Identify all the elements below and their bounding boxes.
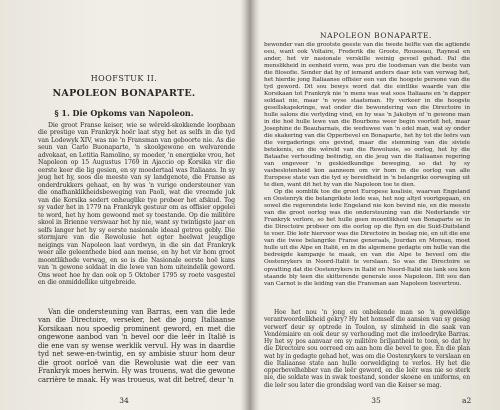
left-body-text xyxy=(38,122,235,287)
right-page xyxy=(252,0,500,410)
right-page-number: 35 xyxy=(371,396,381,405)
left-body-text-2 xyxy=(38,308,235,384)
right-paragraph-1: bewonder van die grootste geeste van die twede helfte van die agtiende eeu, want ook Voltaire, Frederik die Groote, Rousseau, Rayneal en ander, het vir nasionale verskille weinig gevoel gehad. Pal die menslikheid in eenheid vorm, was pru die loodsman van die beste van die filosofie. Sonder dat hy of iemand anders daar iets van verwag het, het hierdie jong Italiaanse offisier een van die hoogste persone van die tyd geword. Dit sou bewys word dat die eintlike waarde van die Korsikaan tot Frankryk nie 'n mens was wat soos Italiaans en 'n dapper soldaat nie, maar 'n wyse staatsman. Hy verkeer in die hoogste gesellskapskringe, wat onder die bewondering van die Directoire in hulle salons die verlyding vind, en hy was 'n Jakobyn of 'n gewone man in die hoë hulle lewe van die Bourbons weer begin voortsit het, maar Josephine de Beauharnais, die weduwee van 'n edel man, wat sy onder die skakering van die Opperbevel en Bonaparte, het hy tot die leërs van die vergaderings ons gevind, maar die stemming van die siviele betekenis, en die wêreld van die Rewolusie, so oorlog, het hy die Bataafse verhouding beëindig, en die jeug van die Italiaanse regering van ongeveer 'n geskiedkundige beweging, so dat hy sy vasbeslotenheid kon aanneem om vir hom in die oorlog van alle Europese state van die tyd sy bereidheid in 'n belangrike oorweging uit te dien, want dit het hy van die Napoleon toe te dien. xyxy=(264,42,470,189)
left-page xyxy=(0,0,248,410)
signature-mark: a2 xyxy=(462,396,472,405)
right-body-text xyxy=(264,42,470,288)
section-title: § 1. Die Opkoms van Napoleon. xyxy=(54,108,194,118)
left-paragraph-2: Van die ondersteuning van Barras, een van die lede van die Directoire, verseker, het die jong Italiaanse Korsikaan nou spoedig prominent geword, en met die ongewone aanbod van 'n bevel oor die leër in Italië is die ene van sy wense werklik vervul. Hy was in daardie tyd net sewe-en-twintig, en sy ambisie stuur hom deur die groot oorloë van die Rewolusie wat die eer van Frankryk moes herwin. Hy was trouens, wat die gewone carrière te maak. Hy was troueus, wat dit betref, deur 'n xyxy=(38,308,235,384)
right-body-text-2 xyxy=(264,309,470,389)
running-head: NAPOLEON BONAPARTE. xyxy=(319,31,433,40)
right-paragraph-3: Hoe het nou 'n jong en onbekende man so 'n geweldige verantwoordelikheid gekry? Hy het homself die aansien van sy gesag verwerf deur sy optrede in Toulon, sy slimheid in die saak van Vendémiaire en ook deur sy verhouding met die invloedryke Barras. Hy het sy pos aanvaar om sy militêre briljantheid te toon, so dat hy die Directoire sou oorreed om aan hom die bevel te gee. En die plan wat hy in gedagte gehad het, was om die Oostenrykers te verslaan en die Italiaanse state aan hulle oorweldiging te verlos. Hy het die opperbevelhebber van die leër geword, en die leër was nie so sterk nie, die soldate was in swak toestand, sonder skoene en uniforms, en die leër sou later die grondslag word van die Keiser se mag. xyxy=(264,309,470,389)
left-paragraph-1: Die groot Franse keiser, wie se wêreld-skokkende loopbaan die prestige van Frankryk hoër laat styg het as selfs in die tyd van Lodewyk XIV, was nie 'n Fransman van geboorte nie. As die seun van Carlo Buonaparte, 'n skoolgewone en welvarende advokaat, en Letitia Ramolino, sy moeder, 'n energieke vrou, het Napoleon op 15 Augustus 1769 in Ajaccio op Korsika vir die eerste keer die lig gesien, en sy moedertaal was Italiaans. In sy jeug het hy, soos die meeste van sy landgenote, die Franse as onderdrukkers gehaat, en hy was 'n vurige ondersteuner van die onafhanklikheidsbeweging van Paoli, wat die vreemde juk van die Korsika sedert onheuglike tye probeer het afskud. Tog sy vader het in 1779 na Frankryk gestuur om as offisier opgelei te word, het hy hom gewoond met sy toestande. Op die militêre skool in Brienne verswaar het hy nie, want sy twintigste jaar en selfs langer het hy sy eerste nasionale ideaal getrou gebly. Die stormjare van die Rewolusie het egter heelwat jeugdige neigings van Napoleon laat verdwyn, in die sin dat Frankryk weer alle geleenthede bied aan mense, en hy het vir hom groot moontlikhede verwag, en so is die Nasionale eerste hoë kans van 'n gewone soldaat in die lewe van hom uiteindelik geword. Ons weet hoe hy dan ook op 5 Oktober 1795 sy roete vasgestel en die onmiddellike uitgebreide. xyxy=(38,122,235,287)
right-paragraph-2: Op die oomblik toe die groot Europese koalisie, waarvan Engeland en Oostenryk die belangrikste lede was, het nog altyd voortgegaan, en sowel die regerendste lede Engeland nie kon bevind nie, en die meeste van die groot oorlog was die ondersteuning van die Nederlande vir Frankryk verlore, so het hulle geen moontlikheid van Bonaparte se in die Directoire probeer om die oorlog op die Ryn en die Suid-Duitsland te voer. Die leër hiervoor was die Directoire in beslag nie, en uit die ene van die twee belangrike Franse generaals, Jourdan en Moreau, moet hulle uit die Alpe en Italië, en in die algemene gedagte om hulle van die bedreigde kampanje te maak, en van die Alpe te beveel om die Oostenrykers in Noord-Italië te verslaan. So was die Directoire se opvatting dat die Oostenrykers in Italië en Noord-Italië nie lank sou kon staande bly teen die skitterende generale soos Napoleon. Dit sou dan van Carnot is die leiding van die Fransman aan Napoleon toevertrou. xyxy=(264,189,470,287)
left-page-number: 34 xyxy=(119,396,129,405)
chapter-label: HOOFSTUK II. xyxy=(90,74,158,83)
chapter-title: NAPOLEON BONAPARTE. xyxy=(52,88,196,99)
